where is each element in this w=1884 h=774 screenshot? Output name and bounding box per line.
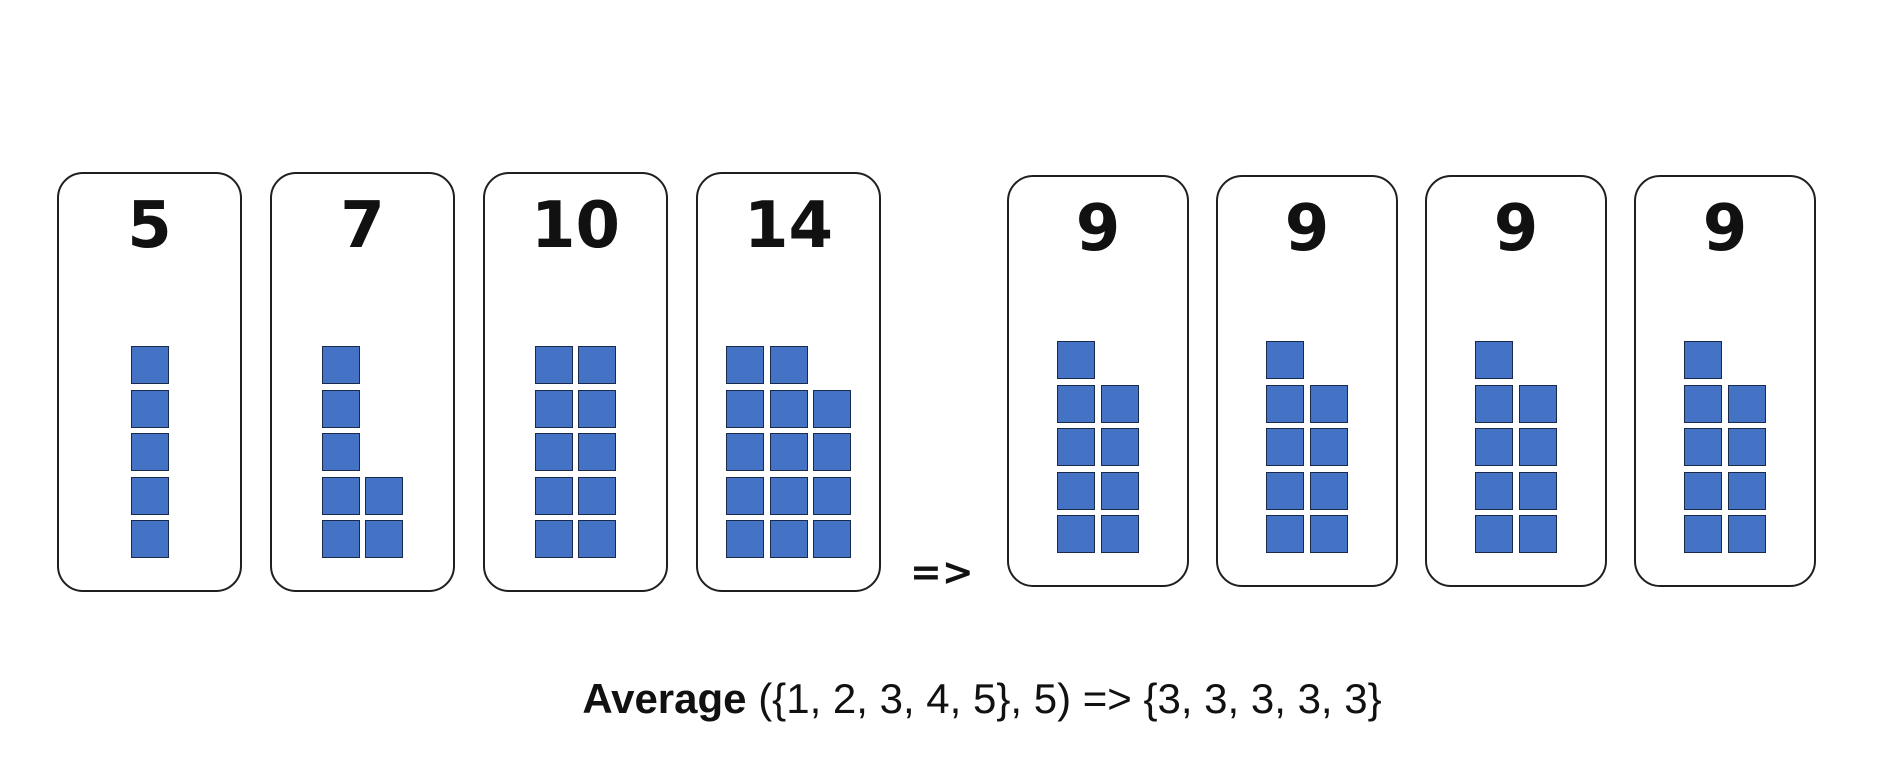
unit-block xyxy=(1475,341,1513,379)
unit-block xyxy=(813,433,851,471)
unit-block xyxy=(1101,472,1139,510)
unit-block xyxy=(1266,385,1304,423)
unit-block xyxy=(726,433,764,471)
unit-block xyxy=(1101,428,1139,466)
unit-block xyxy=(770,346,808,384)
unit-block xyxy=(535,433,573,471)
unit-block xyxy=(322,433,360,471)
unit-block xyxy=(1266,472,1304,510)
unit-block xyxy=(1101,515,1139,553)
unit-block xyxy=(131,433,169,471)
output-card-number: 9 xyxy=(1075,192,1121,266)
unit-block xyxy=(1684,515,1722,553)
unit-block xyxy=(1684,385,1722,423)
unit-block xyxy=(322,520,360,558)
caption-expression: ({1, 2, 3, 4, 5}, 5) => {3, 3, 3, 3, 3} xyxy=(746,675,1382,722)
output-card xyxy=(1216,175,1398,587)
unit-block xyxy=(726,390,764,428)
unit-block xyxy=(1475,428,1513,466)
input-card-number: 10 xyxy=(530,189,621,263)
unit-block xyxy=(726,520,764,558)
unit-block xyxy=(1266,341,1304,379)
input-card xyxy=(270,172,455,592)
unit-block xyxy=(1310,385,1348,423)
unit-block xyxy=(770,520,808,558)
unit-block xyxy=(1475,472,1513,510)
unit-block xyxy=(131,520,169,558)
unit-block xyxy=(1728,515,1766,553)
unit-block xyxy=(1519,428,1557,466)
unit-block xyxy=(813,390,851,428)
output-card xyxy=(1007,175,1189,587)
unit-block xyxy=(1519,515,1557,553)
unit-block xyxy=(1475,515,1513,553)
unit-block xyxy=(1057,428,1095,466)
unit-block xyxy=(1310,472,1348,510)
unit-block xyxy=(1057,515,1095,553)
input-card-number: 7 xyxy=(340,189,385,263)
unit-block xyxy=(1728,472,1766,510)
caption-function-name: Average xyxy=(582,675,747,722)
input-card xyxy=(483,172,668,592)
unit-block xyxy=(1684,472,1722,510)
output-card-number: 9 xyxy=(1702,192,1748,266)
unit-block xyxy=(813,520,851,558)
unit-block xyxy=(1728,428,1766,466)
unit-block xyxy=(1057,341,1095,379)
input-card-number: 14 xyxy=(743,189,834,263)
output-card-number: 9 xyxy=(1493,192,1539,266)
unit-block xyxy=(535,346,573,384)
unit-block xyxy=(322,477,360,515)
unit-block xyxy=(1266,515,1304,553)
unit-block xyxy=(726,346,764,384)
caption xyxy=(0,675,1884,722)
unit-block xyxy=(1057,385,1095,423)
unit-block xyxy=(322,346,360,384)
unit-block xyxy=(365,520,403,558)
unit-block xyxy=(1519,472,1557,510)
unit-block xyxy=(1684,428,1722,466)
unit-block xyxy=(535,477,573,515)
output-card-number: 9 xyxy=(1284,192,1330,266)
unit-block xyxy=(770,390,808,428)
unit-block xyxy=(1728,385,1766,423)
unit-block xyxy=(726,477,764,515)
unit-block xyxy=(578,390,616,428)
unit-block xyxy=(1475,385,1513,423)
unit-block xyxy=(1101,385,1139,423)
unit-block xyxy=(578,520,616,558)
transform-arrow: => xyxy=(910,550,974,594)
unit-block xyxy=(535,520,573,558)
unit-block xyxy=(131,346,169,384)
unit-block xyxy=(1310,428,1348,466)
unit-block xyxy=(578,346,616,384)
unit-block xyxy=(1266,428,1304,466)
unit-block xyxy=(1519,385,1557,423)
unit-block xyxy=(770,433,808,471)
unit-block xyxy=(578,477,616,515)
unit-block xyxy=(131,477,169,515)
output-card xyxy=(1634,175,1816,587)
unit-block xyxy=(535,390,573,428)
unit-block xyxy=(578,433,616,471)
unit-block xyxy=(1310,515,1348,553)
unit-block xyxy=(322,390,360,428)
unit-block xyxy=(131,390,169,428)
unit-block xyxy=(770,477,808,515)
unit-block xyxy=(365,477,403,515)
output-card xyxy=(1425,175,1607,587)
unit-block xyxy=(1684,341,1722,379)
input-card-number: 5 xyxy=(127,189,172,263)
unit-block xyxy=(1057,472,1095,510)
unit-block xyxy=(813,477,851,515)
